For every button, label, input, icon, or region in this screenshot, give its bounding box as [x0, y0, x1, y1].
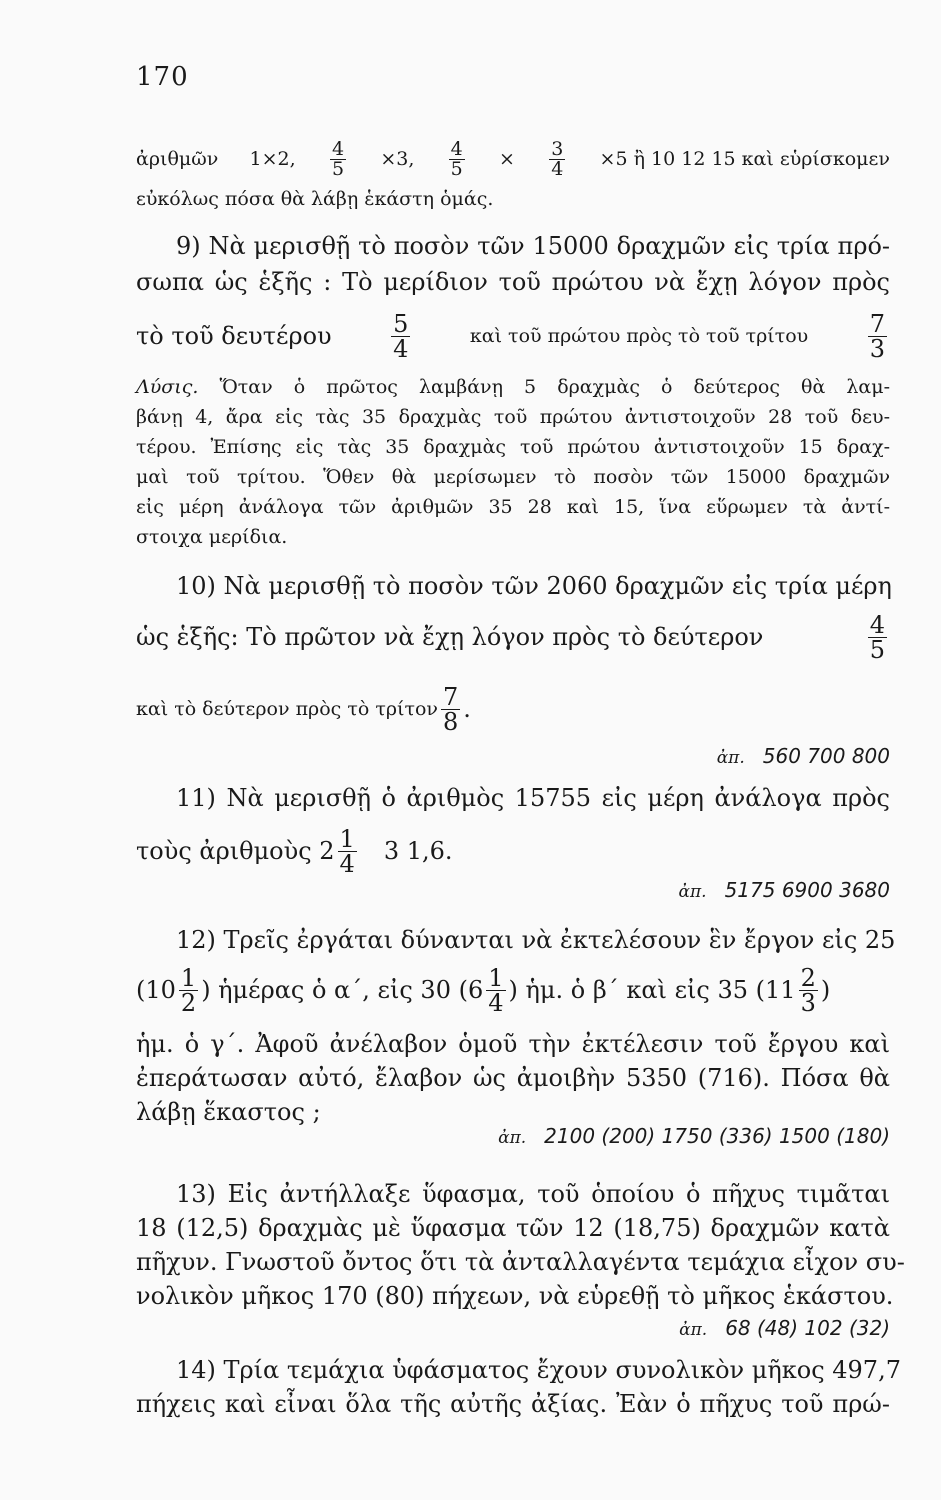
fraction: $\frac{1}{4}$ [339, 824, 355, 878]
answer: ἀπ. 5175 6900 3680 [678, 878, 890, 902]
fraction: $\frac{3}{4}$ [551, 137, 564, 180]
fraction: $\frac{7}{8}$ [442, 682, 459, 736]
solution-label: Λύσις. [136, 376, 199, 398]
answer: ἀπ. 2100 (200) 1750 (336) 1500 (180) [498, 1124, 890, 1148]
fraction: $\frac{7}{3}$ [869, 309, 885, 363]
fraction: $\frac{4}{5}$ [450, 137, 463, 180]
answer: ἀπ. 68 (48) 102 (32) [679, 1316, 890, 1340]
exercise-13: 13) Εἰς ἀντήλλαξε ὕφασμα, τοῦ ὁποίου ὁ πῆχυς τιμᾶται 18 (12,5) δραχμὰς μὲ ὕφασμα τῶν 12 (18,75) δραχμῶν κατὰ πῆχυν. Γνωστοῦ ὄντος ὅτι τὰ ἀνταλλαγέντα τεμάχια εἶχον συ- νολικὸν μῆκος 170 (80) πήχεων, νὰ εὑρεθῇ τὸ μῆκος ἑκάστου. ἀπ. 68 (48) 102 (32) [136, 1180, 905, 1340]
exercise-11: 11) Νὰ μερισθῇ ὁ ἀριθμὸς 15755 εἰς μέρη ἀνάλογα πρὸς τοὺς ἀριθμοὺς 2 $\frac{1}{4}$ 3 1,6. ἀπ. 5175 6900 3680 [136, 784, 890, 902]
exercise-12: 12) Τρεῖς ἐργάται δύνανται νὰ ἐκτελέσουν ἓν ἔργον εἰς 25 (10 $\frac{1}{2}$ ) ἡμέρας ὁ α΄, εἰς 30 (6 $\frac{1}{4}$ ) ἡμ. ὁ β΄ καὶ εἰς 35 (11 $\frac{2}{3}$ ) ἡμ. ὁ γ΄. Ἀφοῦ ἀνέλαβον ὁμοῦ τὴν ἐκτέλεσιν τοῦ ἔργου καὶ ἐπεράτωσαν αὐτό, ἔλαβον ὡς ἀμοιβὴν 5350 (716). Πόσα θὰ λάβῃ ἕκαστος ; ἀπ. 2100 (200) 1750 (336) 1500 (180) [136, 926, 896, 1148]
fraction: $\frac{5}{4}$ [393, 309, 409, 363]
fraction: $\frac{1}{4}$ [488, 963, 504, 1017]
exercise-10: 10) Νὰ μερισθῇ τὸ ποσὸν τῶν 2060 δραχμῶν εἰς τρία μέρη ὡς ἑξῆς: Τὸ πρῶτον νὰ ἔχῃ λόγον πρὸς τὸ δεύτερον $\frac{4}{5}$ καὶ τὸ δεύτερον πρὸς τὸ τρίτον $\frac{7}{8}$ . ἀπ. 560 700 800 [136, 572, 892, 768]
fraction: $\frac{1}{2}$ [180, 963, 197, 1017]
fraction: $\frac{4}{5}$ [869, 610, 885, 664]
intro-paragraph: ἀριθμῶν 1×2, $\frac{4}{5}$ ×3, $\frac{4}{5}$ × $\frac{3}{4}$ ×5 ἢ 10 12 15 καὶ εὑρίσκομεν εὐκόλως πόσα θὰ λάβῃ ἑκάστη ὁμάς. [136, 137, 890, 210]
answer: ἀπ. 560 700 800 [716, 744, 890, 768]
page-number: 170 [136, 62, 189, 92]
exercise-14: 14) Τρία τεμάχια ὑφάσματος ἔχουν συνολικὸν μῆκος 497,7 πήχεις καὶ εἶναι ὅλα τῆς αὐτῆς ἀξίας. Ἐὰν ὁ πῆχυς τοῦ πρώ- [136, 1356, 901, 1418]
fraction: $\frac{4}{5}$ [331, 137, 345, 180]
solution-paragraph: Λύσις. Ὅταν ὁ πρῶτος λαμβάνῃ 5 δραχμὰς ὁ δεύτερος θὰ λαμ- βάνῃ 4, ἄρα εἰς τὰς 35 δραχμὰς τοῦ πρώτου ἀντιστοιχοῦν 28 τοῦ δευ- τέρου. Ἐπίσης εἰς τὰς 35 δραχμὰς τοῦ πρώτου ἀντιστοιχοῦν 15 δραχ- μαὶ τοῦ τρίτου. Ὅθεν θὰ μερίσωμεν τὸ ποσὸν τῶν 15000 δραχμῶν εἰς μέρη ἀνάλογα τῶν ἀριθμῶν 35 28 καὶ 15, ἵνα εὕρωμεν τὰ ἀντί- στοιχα μερίδια. [136, 376, 890, 548]
fraction: $\frac{2}{3}$ [800, 963, 816, 1017]
exercise-9: 9) Νὰ μερισθῇ τὸ ποσὸν τῶν 15000 δραχμῶν εἰς τρία πρό- σωπα ὡς ἑξῆς : Τὸ μερίδιον τοῦ πρώτου νὰ ἔχῃ λόγον πρὸς τὸ τοῦ δευτέρου $\frac{5}{4}$ καὶ τοῦ πρώτου πρὸς τὸ τοῦ τρίτου $\frac{7}{3}$ [136, 232, 890, 363]
